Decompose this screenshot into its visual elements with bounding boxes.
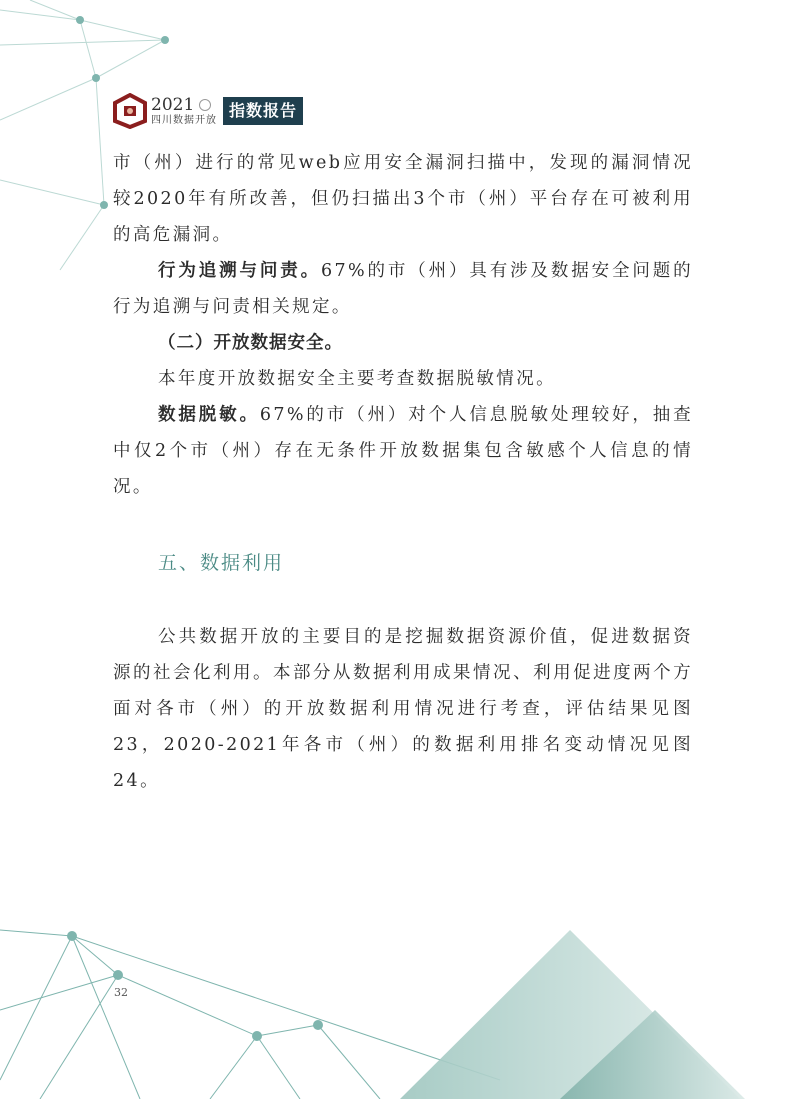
report-tag: 指数报告 xyxy=(223,97,303,125)
section-title: 五、数据利用 xyxy=(158,552,285,574)
paragraph-vuln-scan: 市（州）进行的常见web应用安全漏洞扫描中，发现的漏洞情况较2020年有所改善，但仍扫描出3个市（州）平台存在可被利用的高危漏洞。 xyxy=(113,153,693,245)
paragraph-desensitization xyxy=(113,397,693,505)
sub-heading-open-data-security: （二）开放数据安全。 xyxy=(158,333,343,353)
paragraph-desensitization-intro: 本年度开放数据安全主要考查数据脱敏情况。 xyxy=(158,369,556,389)
logo-icon xyxy=(113,93,147,129)
brand-block xyxy=(151,96,217,127)
desensitization-lead: 数据脱敏。 xyxy=(158,405,260,425)
paragraph-data-utilization: 公共数据开放的主要目的是挖掘数据资源价值，促进数据资源的社会化利用。本部分从数据利用成果情况、利用促进度两个方面对各市（州）的开放数据利用情况进行考查，评估结果见图23，2020-2021年各市（州）的数据利用排名变动情况见图24。 xyxy=(113,627,693,791)
page-number: 32 xyxy=(114,986,128,999)
brand-ring-icon xyxy=(199,99,211,111)
main-content xyxy=(113,145,693,799)
paragraph-accountability xyxy=(113,253,693,325)
brand-subtitle: 四川数据开放 xyxy=(151,114,217,126)
report-header xyxy=(113,92,303,130)
accountability-text: 67%的市（州）具有涉及数据安全问题的行为追溯与问责相关规定。 xyxy=(113,261,693,317)
desensitization-text: 67%的市（州）对个人信息脱敏处理较好，抽查中仅2个市（州）存在无条件开放数据集包含敏感个人信息的情况。 xyxy=(113,405,693,497)
accountability-lead: 行为追溯与问责。 xyxy=(158,261,321,281)
brand-year: 2021 xyxy=(151,94,195,115)
